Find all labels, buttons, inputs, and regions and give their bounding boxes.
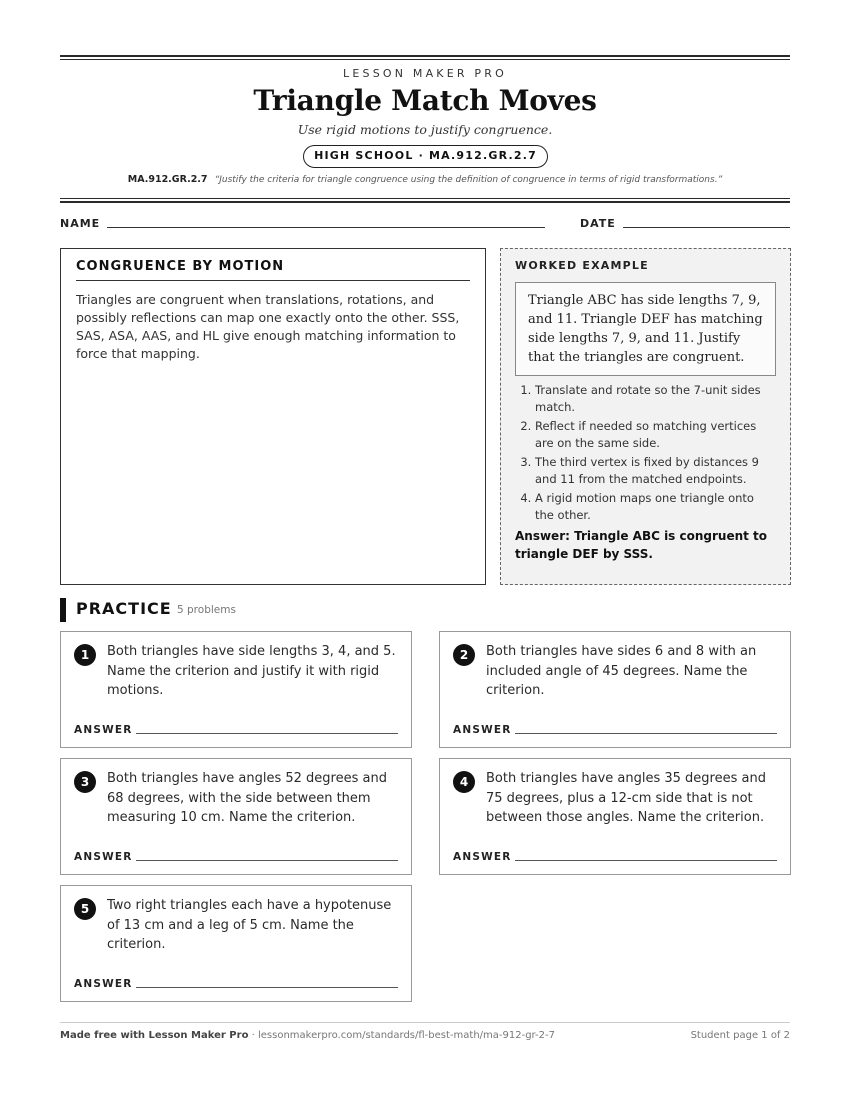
page-title: Triangle Match Moves — [253, 84, 597, 117]
grade-standard-pill: HIGH SCHOOL · MA.912.GR.2.7 — [303, 145, 548, 168]
header-rule-top — [60, 55, 790, 57]
worked-step: 2. Reflect if needed so matching vertices are on the same side. — [535, 418, 776, 452]
concept-box — [60, 248, 486, 585]
footer-url[interactable]: · lessonmakerpro.com/standards/fl-best-math/ma-912-gr-2-7 — [251, 1030, 555, 1041]
problem-number: 2 — [453, 644, 475, 666]
worked-step: 4. A rigid motion maps one triangle onto the other. — [535, 490, 776, 524]
brand-name: LESSON MAKER PRO — [343, 67, 507, 80]
worked-example-problem: Triangle ABC has side lengths 7, 9, and 11. Triangle DEF has matching side lengths 7, 9, and 11. Justify that the triangles are congruent. — [515, 282, 776, 376]
answer-field-4[interactable] — [515, 860, 777, 861]
date-field[interactable] — [623, 227, 790, 228]
date-label: DATE — [580, 217, 616, 230]
problem-prompt: Both triangles have angles 35 degrees and 75 degrees, plus a 12-cm side that is not between those angles. Name the criterion. — [486, 771, 766, 825]
problem-prompt: Both triangles have angles 52 degrees and 68 degrees, with the side between them measuring 10 cm. Name the criterion. — [107, 771, 387, 825]
practice-accent-bar — [60, 598, 66, 622]
problem-prompt: Two right triangles each have a hypotenuse of 13 cm and a leg of 5 cm. Name the criterion. — [107, 898, 392, 952]
answer-label: ANSWER — [74, 851, 133, 863]
answer-field-3[interactable] — [136, 860, 398, 861]
problem-number: 4 — [453, 771, 475, 793]
practice-card-2 — [439, 631, 791, 748]
problem-prompt: Both triangles have sides 6 and 8 with an included angle of 45 degrees. Name the criterion. — [486, 644, 757, 698]
worked-step: 3. The third vertex is fixed by distances 9 and 11 from the matched endpoints. — [535, 454, 776, 488]
practice-card-4 — [439, 758, 791, 875]
header-rule-top-thin — [60, 59, 790, 60]
standard-code: MA.912.GR.2.7 — [127, 174, 208, 185]
page-subtitle: Use rigid motions to justify congruence. — [297, 122, 553, 137]
footer-made-with: Made free with Lesson Maker Pro — [60, 1030, 249, 1041]
name-label: NAME — [60, 217, 101, 230]
answer-field-2[interactable] — [515, 733, 777, 734]
problem-number: 1 — [74, 644, 96, 666]
name-field[interactable] — [107, 227, 545, 228]
header-rule-bottom — [60, 201, 790, 203]
worked-example-label: WORKED EXAMPLE — [515, 259, 649, 272]
problem-prompt: Both triangles have side lengths 3, 4, and 5. Name the criterion and justify it with rigid motions. — [107, 644, 396, 698]
worked-step: 1. Translate and rotate so the 7-unit sides match. — [535, 382, 776, 416]
footer-credit — [60, 1030, 555, 1041]
worked-example-answer: Answer: Triangle ABC is congruent to triangle DEF by SSS. — [515, 529, 768, 561]
worked-example-box — [500, 248, 791, 585]
practice-title: PRACTICE — [76, 599, 172, 618]
practice-card-3 — [60, 758, 412, 875]
practice-card-5 — [60, 885, 412, 1002]
standard-line — [0, 174, 850, 185]
answer-field-5[interactable] — [136, 987, 398, 988]
problem-number: 5 — [74, 898, 96, 920]
standard-quote: “Justify the criteria for triangle congruence using the definition of congruence in terms of rigid transformations.” — [214, 175, 723, 185]
answer-label: ANSWER — [453, 724, 512, 736]
practice-count: 5 problems — [177, 604, 236, 616]
problem-number: 3 — [74, 771, 96, 793]
answer-label: ANSWER — [74, 724, 133, 736]
concept-body: Triangles are congruent when translations, rotations, and possibly reflections can map one exactly onto the other. SSS, SAS, ASA, AAS, and HL give enough matching information to force that mapping. — [76, 292, 460, 361]
answer-label: ANSWER — [453, 851, 512, 863]
worked-example-steps — [515, 382, 776, 524]
footer-rule — [60, 1022, 790, 1023]
practice-card-1 — [60, 631, 412, 748]
header-rule-bottom-thin — [60, 198, 790, 199]
footer-page-number: Student page 1 of 2 — [690, 1030, 790, 1041]
answer-label: ANSWER — [74, 978, 133, 990]
answer-field-1[interactable] — [136, 733, 398, 734]
concept-heading: CONGRUENCE BY MOTION — [76, 259, 470, 281]
